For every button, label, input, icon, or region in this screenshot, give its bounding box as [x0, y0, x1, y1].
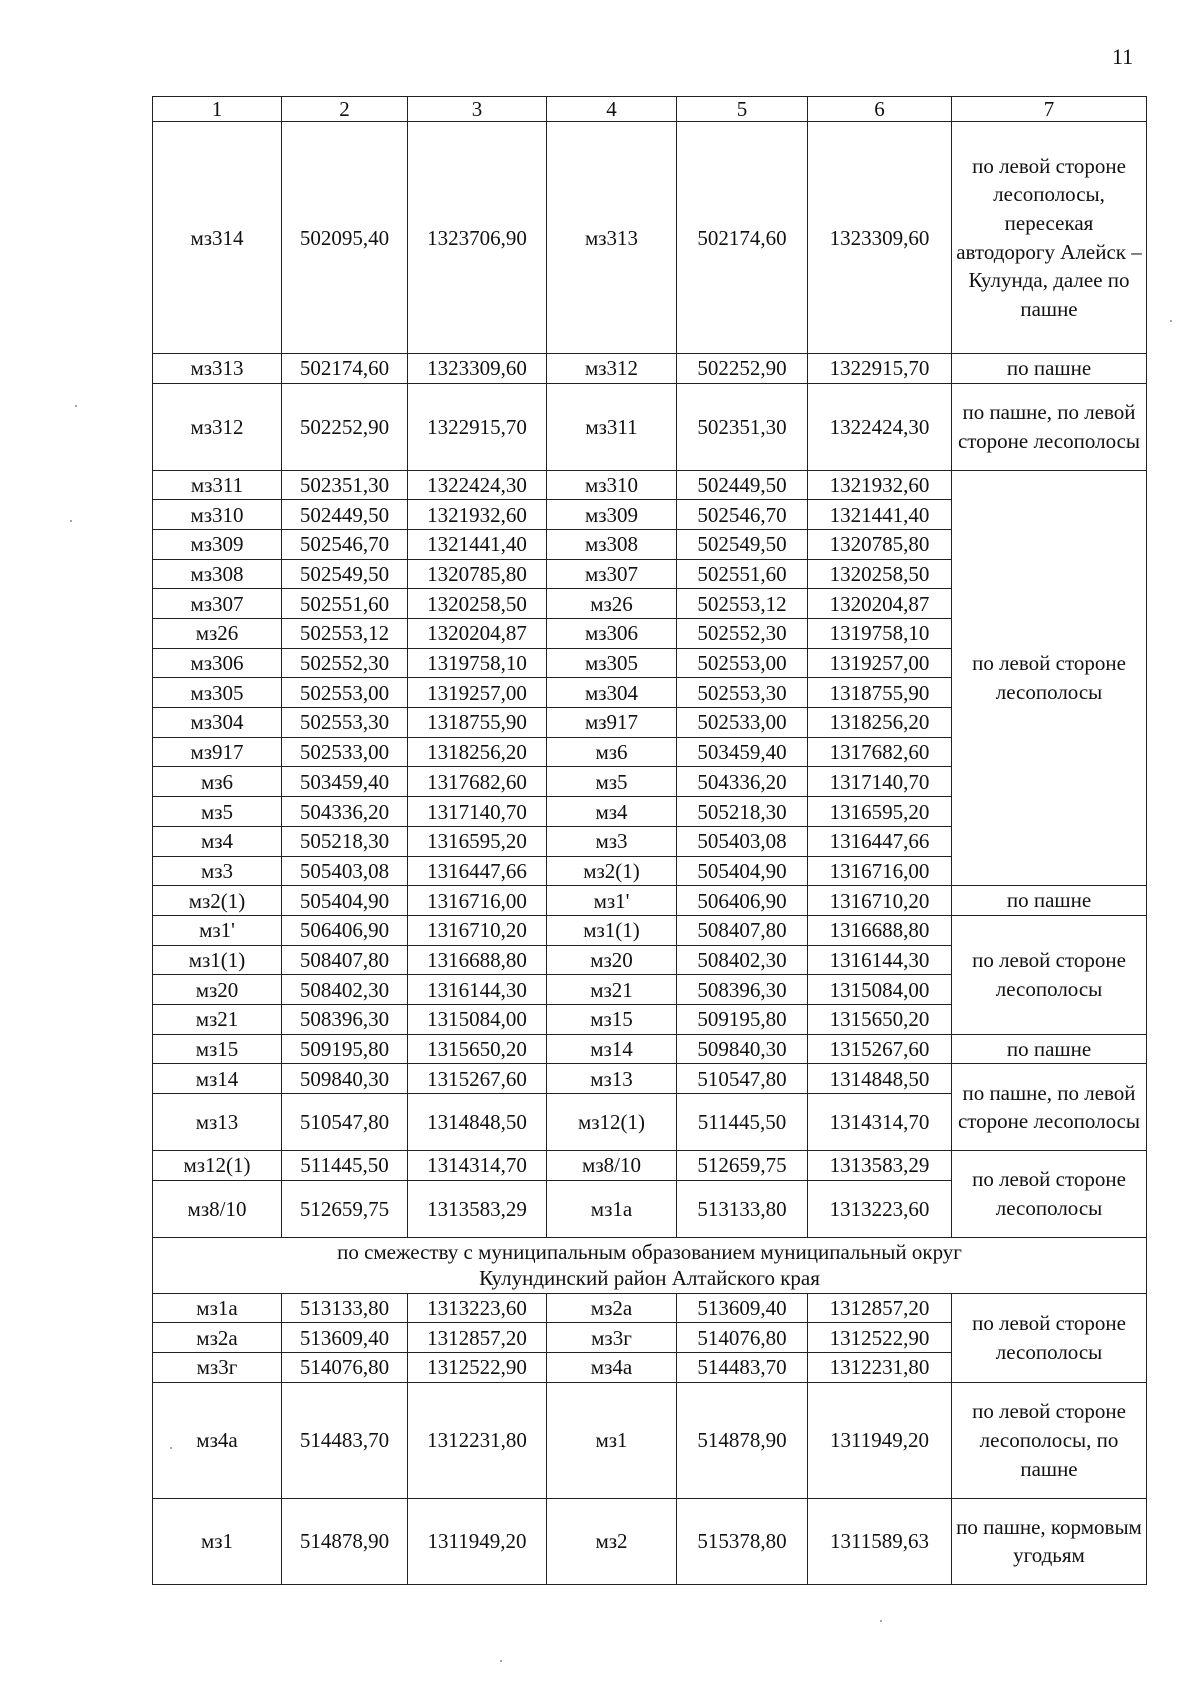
table-row	[153, 1498, 1147, 1584]
y-to-cell: 1314314,70	[808, 1094, 952, 1151]
y-from-cell: 1316710,20	[408, 915, 547, 945]
table-row	[153, 915, 1147, 945]
x-to-cell: 502449,50	[677, 470, 808, 500]
column-header: 4	[547, 97, 677, 122]
point-to-cell: мз1'	[547, 886, 677, 916]
boundary-note: по смежеству с муниципальным образованием муниципальный округ Кулундинский район Алтайского края	[153, 1237, 1147, 1293]
point-to-cell: мз3	[547, 826, 677, 856]
x-to-cell: 509840,30	[677, 1034, 808, 1064]
x-from-cell: 502553,00	[282, 678, 408, 708]
y-to-cell: 1322424,30	[808, 383, 952, 470]
x-to-cell: 502549,50	[677, 529, 808, 559]
point-from-cell: мз4а	[153, 1382, 282, 1498]
y-to-cell: 1320204,87	[808, 589, 952, 619]
x-from-cell: 502252,90	[282, 383, 408, 470]
x-to-cell: 506406,90	[677, 886, 808, 916]
point-to-cell: мз2	[547, 1498, 677, 1584]
point-from-cell: мз1(1)	[153, 945, 282, 975]
boundary-description-cell: по пашне, по левой стороне лесополосы	[952, 383, 1147, 470]
point-from-cell: мз309	[153, 529, 282, 559]
column-header: 3	[408, 97, 547, 122]
y-to-cell: 1313223,60	[808, 1180, 952, 1237]
y-to-cell: 1322915,70	[808, 354, 952, 384]
column-header: 6	[808, 97, 952, 122]
x-from-cell: 509840,30	[282, 1064, 408, 1094]
y-from-cell: 1316688,80	[408, 945, 547, 975]
boundary-coordinates-table	[152, 96, 1147, 1585]
table-row	[153, 470, 1147, 500]
x-from-cell: 505218,30	[282, 826, 408, 856]
point-from-cell: мз2(1)	[153, 886, 282, 916]
x-from-cell: 510547,80	[282, 1094, 408, 1151]
point-from-cell: мз6	[153, 767, 282, 797]
x-from-cell: 505404,90	[282, 886, 408, 916]
y-to-cell: 1316716,00	[808, 856, 952, 886]
table-row	[153, 354, 1147, 384]
x-from-cell: 505403,08	[282, 856, 408, 886]
point-from-cell: мз313	[153, 354, 282, 384]
y-from-cell: 1316144,30	[408, 975, 547, 1005]
x-to-cell: 508407,80	[677, 915, 808, 945]
y-to-cell: 1311589,63	[808, 1498, 952, 1584]
point-from-cell: мз917	[153, 737, 282, 767]
y-from-cell: 1313223,60	[408, 1293, 547, 1323]
point-to-cell: мз309	[547, 500, 677, 530]
point-from-cell: мз26	[153, 619, 282, 649]
scan-speck	[880, 1620, 882, 1622]
boundary-description-cell: по пашне, кормовым угодьям	[952, 1498, 1147, 1584]
x-to-cell: 505403,08	[677, 826, 808, 856]
y-from-cell: 1318755,90	[408, 708, 547, 738]
table-row	[153, 383, 1147, 470]
x-to-cell: 502252,90	[677, 354, 808, 384]
point-to-cell: мз917	[547, 708, 677, 738]
point-from-cell: мз306	[153, 648, 282, 678]
boundary-description-cell: по левой стороне лесополосы, пересекая автодорогу Алейск – Кулунда, далее по пашне	[952, 122, 1147, 354]
x-to-cell: 505404,90	[677, 856, 808, 886]
boundary-note-row	[153, 1237, 1147, 1293]
point-to-cell: мз310	[547, 470, 677, 500]
point-to-cell: мз13	[547, 1064, 677, 1094]
point-to-cell: мз1а	[547, 1180, 677, 1237]
y-from-cell: 1312857,20	[408, 1323, 547, 1353]
point-from-cell: мз304	[153, 708, 282, 738]
boundary-description-cell: по левой стороне лесополосы	[952, 1151, 1147, 1238]
point-to-cell: мз21	[547, 975, 677, 1005]
boundary-description-cell: по левой стороне лесополосы	[952, 1293, 1147, 1382]
point-to-cell: мз4а	[547, 1353, 677, 1383]
point-from-cell: мз311	[153, 470, 282, 500]
x-to-cell: 513133,80	[677, 1180, 808, 1237]
point-to-cell: мз308	[547, 529, 677, 559]
x-from-cell: 504336,20	[282, 797, 408, 827]
x-from-cell: 514878,90	[282, 1498, 408, 1584]
point-from-cell: мз1'	[153, 915, 282, 945]
point-from-cell: мз308	[153, 559, 282, 589]
x-from-cell: 502533,00	[282, 737, 408, 767]
x-from-cell: 502551,60	[282, 589, 408, 619]
x-to-cell: 508396,30	[677, 975, 808, 1005]
point-to-cell: мз4	[547, 797, 677, 827]
y-from-cell: 1312522,90	[408, 1353, 547, 1383]
x-from-cell: 513133,80	[282, 1293, 408, 1323]
x-to-cell: 514483,70	[677, 1353, 808, 1383]
point-from-cell: мз310	[153, 500, 282, 530]
x-to-cell: 502351,30	[677, 383, 808, 470]
page-number: 11	[1112, 44, 1134, 69]
table-row	[153, 1151, 1147, 1181]
table-row	[153, 1064, 1147, 1094]
x-to-cell: 510547,80	[677, 1064, 808, 1094]
y-from-cell: 1316716,00	[408, 886, 547, 916]
y-to-cell: 1311949,20	[808, 1382, 952, 1498]
boundary-description-cell: по пашне	[952, 886, 1147, 916]
y-to-cell: 1312231,80	[808, 1353, 952, 1383]
y-to-cell: 1316595,20	[808, 797, 952, 827]
y-from-cell: 1319758,10	[408, 648, 547, 678]
x-to-cell: 502552,30	[677, 619, 808, 649]
point-to-cell: мз15	[547, 1004, 677, 1034]
x-from-cell: 502552,30	[282, 648, 408, 678]
x-to-cell: 505218,30	[677, 797, 808, 827]
y-to-cell: 1321441,40	[808, 500, 952, 530]
x-to-cell: 514076,80	[677, 1323, 808, 1353]
x-to-cell: 513609,40	[677, 1293, 808, 1323]
column-header: 2	[282, 97, 408, 122]
point-from-cell: мз1а	[153, 1293, 282, 1323]
x-to-cell: 511445,50	[677, 1094, 808, 1151]
x-to-cell: 502546,70	[677, 500, 808, 530]
y-from-cell: 1312231,80	[408, 1382, 547, 1498]
y-to-cell: 1315650,20	[808, 1004, 952, 1034]
x-from-cell: 502549,50	[282, 559, 408, 589]
point-from-cell: мз20	[153, 975, 282, 1005]
point-to-cell: мз3г	[547, 1323, 677, 1353]
y-from-cell: 1320785,80	[408, 559, 547, 589]
y-to-cell: 1316688,80	[808, 915, 952, 945]
y-to-cell: 1312522,90	[808, 1323, 952, 1353]
y-from-cell: 1318256,20	[408, 737, 547, 767]
point-from-cell: мз21	[153, 1004, 282, 1034]
x-from-cell: 511445,50	[282, 1151, 408, 1181]
x-to-cell: 502553,00	[677, 648, 808, 678]
point-from-cell: мз1	[153, 1498, 282, 1584]
y-from-cell: 1323309,60	[408, 354, 547, 384]
y-to-cell: 1317140,70	[808, 767, 952, 797]
x-from-cell: 506406,90	[282, 915, 408, 945]
point-to-cell: мз312	[547, 354, 677, 384]
point-from-cell: мз13	[153, 1094, 282, 1151]
point-to-cell: мз14	[547, 1034, 677, 1064]
x-from-cell: 514483,70	[282, 1382, 408, 1498]
x-from-cell: 508402,30	[282, 975, 408, 1005]
y-from-cell: 1321932,60	[408, 500, 547, 530]
x-to-cell: 502551,60	[677, 559, 808, 589]
x-to-cell: 502553,30	[677, 678, 808, 708]
y-from-cell: 1317682,60	[408, 767, 547, 797]
x-to-cell: 514878,90	[677, 1382, 808, 1498]
boundary-description-cell: по пашне	[952, 354, 1147, 384]
y-from-cell: 1316595,20	[408, 826, 547, 856]
scan-speck	[500, 1660, 502, 1662]
point-from-cell: мз4	[153, 826, 282, 856]
point-to-cell: мз304	[547, 678, 677, 708]
boundary-description-cell: по пашне	[952, 1034, 1147, 1064]
point-to-cell: мз305	[547, 648, 677, 678]
point-to-cell: мз26	[547, 589, 677, 619]
x-from-cell: 514076,80	[282, 1353, 408, 1383]
y-to-cell: 1319758,10	[808, 619, 952, 649]
y-to-cell: 1319257,00	[808, 648, 952, 678]
boundary-description-cell: по левой стороне лесополосы, по пашне	[952, 1382, 1147, 1498]
point-to-cell: мз307	[547, 559, 677, 589]
y-to-cell: 1313583,29	[808, 1151, 952, 1181]
y-from-cell: 1321441,40	[408, 529, 547, 559]
point-to-cell: мз8/10	[547, 1151, 677, 1181]
y-from-cell: 1311949,20	[408, 1498, 547, 1584]
x-to-cell: 508402,30	[677, 945, 808, 975]
point-from-cell: мз2а	[153, 1323, 282, 1353]
y-to-cell: 1315267,60	[808, 1034, 952, 1064]
point-to-cell: мз2а	[547, 1293, 677, 1323]
x-to-cell: 512659,75	[677, 1151, 808, 1181]
y-to-cell: 1316710,20	[808, 886, 952, 916]
x-from-cell: 512659,75	[282, 1180, 408, 1237]
x-to-cell: 502553,12	[677, 589, 808, 619]
boundary-description-cell: по левой стороне лесополосы	[952, 915, 1147, 1034]
x-from-cell: 513609,40	[282, 1323, 408, 1353]
point-to-cell: мз311	[547, 383, 677, 470]
point-from-cell: мз307	[153, 589, 282, 619]
y-to-cell: 1320785,80	[808, 529, 952, 559]
x-from-cell: 502095,40	[282, 122, 408, 354]
scan-speck	[75, 405, 77, 407]
table-row	[153, 1293, 1147, 1323]
x-from-cell: 502553,12	[282, 619, 408, 649]
boundary-description-cell: по пашне, по левой стороне лесополосы	[952, 1064, 1147, 1151]
point-from-cell: мз3	[153, 856, 282, 886]
scan-speck	[70, 520, 72, 522]
point-from-cell: мз5	[153, 797, 282, 827]
x-to-cell: 515378,80	[677, 1498, 808, 1584]
y-from-cell: 1314848,50	[408, 1094, 547, 1151]
point-to-cell: мз1(1)	[547, 915, 677, 945]
y-from-cell: 1319257,00	[408, 678, 547, 708]
y-to-cell: 1317682,60	[808, 737, 952, 767]
y-from-cell: 1323706,90	[408, 122, 547, 354]
x-to-cell: 502174,60	[677, 122, 808, 354]
x-from-cell: 503459,40	[282, 767, 408, 797]
x-from-cell: 508396,30	[282, 1004, 408, 1034]
point-to-cell: мз2(1)	[547, 856, 677, 886]
x-from-cell: 502553,30	[282, 708, 408, 738]
point-to-cell: мз12(1)	[547, 1094, 677, 1151]
y-from-cell: 1320258,50	[408, 589, 547, 619]
y-from-cell: 1320204,87	[408, 619, 547, 649]
y-to-cell: 1316144,30	[808, 945, 952, 975]
y-from-cell: 1322915,70	[408, 383, 547, 470]
scan-speck	[170, 1447, 172, 1449]
point-to-cell: мз6	[547, 737, 677, 767]
x-to-cell: 509195,80	[677, 1004, 808, 1034]
point-to-cell: мз5	[547, 767, 677, 797]
point-from-cell: мз12(1)	[153, 1151, 282, 1181]
scan-speck	[1170, 320, 1172, 322]
point-to-cell: мз1	[547, 1382, 677, 1498]
point-from-cell: мз3г	[153, 1353, 282, 1383]
point-from-cell: мз8/10	[153, 1180, 282, 1237]
y-to-cell: 1320258,50	[808, 559, 952, 589]
y-from-cell: 1315084,00	[408, 1004, 547, 1034]
point-from-cell: мз305	[153, 678, 282, 708]
x-from-cell: 502351,30	[282, 470, 408, 500]
y-from-cell: 1315650,20	[408, 1034, 547, 1064]
x-to-cell: 502533,00	[677, 708, 808, 738]
y-from-cell: 1316447,66	[408, 856, 547, 886]
y-to-cell: 1318755,90	[808, 678, 952, 708]
point-to-cell: мз20	[547, 945, 677, 975]
point-from-cell: мз14	[153, 1064, 282, 1094]
point-from-cell: мз15	[153, 1034, 282, 1064]
y-from-cell: 1314314,70	[408, 1151, 547, 1181]
x-from-cell: 508407,80	[282, 945, 408, 975]
x-to-cell: 503459,40	[677, 737, 808, 767]
point-from-cell: мз312	[153, 383, 282, 470]
x-to-cell: 504336,20	[677, 767, 808, 797]
y-to-cell: 1315084,00	[808, 975, 952, 1005]
x-from-cell: 509195,80	[282, 1034, 408, 1064]
table-row	[153, 1034, 1147, 1064]
x-from-cell: 502546,70	[282, 529, 408, 559]
point-to-cell: мз306	[547, 619, 677, 649]
table-header-row	[153, 97, 1147, 122]
point-from-cell: мз314	[153, 122, 282, 354]
y-to-cell: 1321932,60	[808, 470, 952, 500]
y-to-cell: 1314848,50	[808, 1064, 952, 1094]
y-from-cell: 1313583,29	[408, 1180, 547, 1237]
y-to-cell: 1318256,20	[808, 708, 952, 738]
table-row	[153, 886, 1147, 916]
table-row	[153, 1382, 1147, 1498]
column-header: 5	[677, 97, 808, 122]
y-from-cell: 1322424,30	[408, 470, 547, 500]
x-from-cell: 502174,60	[282, 354, 408, 384]
column-header: 7	[952, 97, 1147, 122]
table-row	[153, 122, 1147, 354]
x-from-cell: 502449,50	[282, 500, 408, 530]
point-to-cell: мз313	[547, 122, 677, 354]
boundary-description-cell: по левой стороне лесополосы	[952, 470, 1147, 886]
y-from-cell: 1317140,70	[408, 797, 547, 827]
y-to-cell: 1312857,20	[808, 1293, 952, 1323]
y-from-cell: 1315267,60	[408, 1064, 547, 1094]
y-to-cell: 1323309,60	[808, 122, 952, 354]
y-to-cell: 1316447,66	[808, 826, 952, 856]
column-header: 1	[153, 97, 282, 122]
